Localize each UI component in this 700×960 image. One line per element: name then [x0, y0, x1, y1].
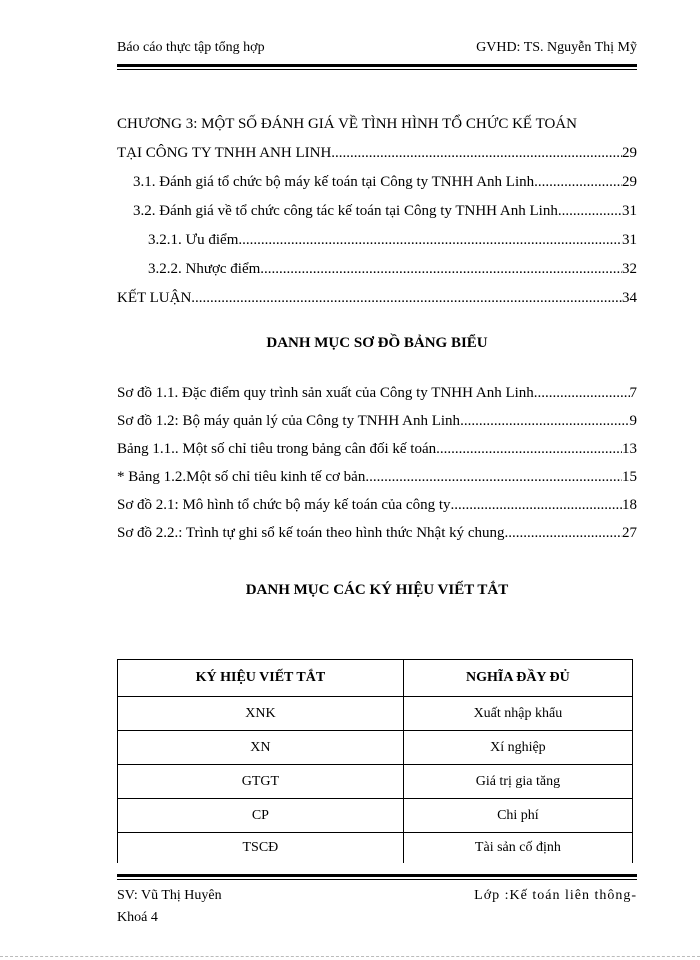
- abbr-cell: XN: [118, 731, 404, 765]
- figure-entry: [117, 525, 637, 553]
- figure-entry: [117, 469, 637, 497]
- toc-entry-label: 3.2.2. Nhược điểm: [148, 261, 261, 277]
- toc-page-number: 31: [622, 232, 637, 248]
- supervisor-name: GVHD: TS. Nguyễn Thị Mỹ: [476, 40, 637, 55]
- dot-leader: [534, 385, 630, 402]
- figure-label: Sơ đồ 2.2.: Trình tự ghi sổ kế toán theo hình thức Nhật ký chung: [117, 525, 505, 541]
- dot-leader: [505, 525, 622, 542]
- figure-label: * Bảng 1.2.Một số chỉ tiêu kinh tế cơ bản: [117, 469, 366, 485]
- class-year: Khoá 4: [117, 910, 158, 925]
- figure-entry: [117, 385, 637, 413]
- meaning-cell: Xí nghiệp: [403, 731, 632, 765]
- dot-leader: [365, 469, 622, 486]
- toc-entry: [117, 255, 637, 284]
- footer-rule-thick: [117, 874, 637, 877]
- abbr-cell: CP: [118, 799, 404, 833]
- toc-chapter-3-line2: [117, 139, 637, 168]
- student-name: SV: Vũ Thị Huyên: [117, 888, 222, 903]
- toc-entry: [117, 284, 637, 313]
- column-header-abbr: KÝ HIỆU VIẾT TẮT: [118, 660, 404, 697]
- figure-label: Sơ đồ 1.1. Đặc điểm quy trình sản xuất của Công ty TNHH Anh Linh: [117, 385, 534, 401]
- figure-page-number: 18: [622, 497, 637, 513]
- figure-page-number: 13: [622, 441, 637, 457]
- figure-label: Bảng 1.1.. Một số chỉ tiêu trong bảng cân đối kế toán: [117, 441, 437, 457]
- figure-entry: [117, 497, 637, 525]
- class-name: Lớp :Kế toán liên thông-: [474, 888, 637, 903]
- page-header: [117, 40, 637, 62]
- table-row: [118, 765, 633, 799]
- figure-page-number: 7: [629, 385, 637, 401]
- table-row: [118, 799, 633, 833]
- dot-leader: [534, 168, 622, 197]
- figure-entry: [117, 441, 637, 469]
- dot-leader: [558, 197, 622, 226]
- page-bottom-edge: [0, 956, 700, 957]
- meaning-cell: Chi phí: [403, 799, 632, 833]
- toc-entry-label: 3.1. Đánh giá tổ chức bộ máy kế toán tại Công ty TNHH Anh Linh: [133, 174, 535, 190]
- toc-entry: [117, 197, 637, 226]
- table-row: [118, 731, 633, 765]
- abbreviations-table: [117, 659, 633, 863]
- report-title: Báo cáo thực tập tổng hợp: [117, 40, 265, 55]
- figure-page-number: 15: [622, 469, 637, 485]
- meaning-cell: Xuất nhập khẩu: [403, 697, 632, 731]
- meaning-cell: Giá trị gia tăng: [403, 765, 632, 799]
- toc-page-number: 32: [622, 261, 637, 277]
- abbr-cell: GTGT: [118, 765, 404, 799]
- dot-leader: [260, 255, 622, 284]
- meaning-cell: Tài sản cố định: [403, 833, 632, 864]
- abbreviations-heading: DANH MỤC CÁC KÝ HIỆU VIẾT TẮT: [245, 582, 509, 598]
- toc-page-number: 29: [622, 174, 637, 190]
- toc-entry-label: 3.2. Đánh giá về tổ chức công tác kế toán tại Công ty TNHH Anh Linh: [133, 203, 558, 219]
- toc-entry-label: TẠI CÔNG TY TNHH ANH LINH.: [117, 145, 336, 161]
- dot-leader: [436, 441, 622, 458]
- dot-leader: [335, 139, 622, 168]
- table-header-row: [118, 660, 633, 697]
- figure-label: Sơ đồ 2.1: Mô hình tổ chức bộ máy kế toán của công ty: [117, 497, 451, 513]
- toc-entry: [117, 168, 637, 197]
- toc-page-number: 29: [622, 145, 637, 161]
- figure-entry: [117, 413, 637, 441]
- dot-leader: [238, 226, 622, 255]
- figure-page-number: 9: [629, 413, 637, 429]
- toc-page-number: 31: [622, 203, 637, 219]
- header-rule-thick: [117, 64, 637, 67]
- toc-entry-label: KẾT LUẬN: [117, 290, 192, 306]
- toc-page-number: 34: [622, 290, 637, 306]
- figure-label: Sơ đồ 1.2: Bộ máy quản lý của Công ty TNHH Anh Linh: [117, 413, 461, 429]
- table-of-contents: [117, 110, 637, 313]
- table-row: [118, 833, 633, 864]
- header-rule-thin: [117, 69, 637, 70]
- table-row: [118, 697, 633, 731]
- dot-leader: [460, 413, 629, 430]
- dot-leader: [191, 284, 622, 313]
- figures-heading: DANH MỤC SƠ ĐỒ BẢNG BIỂU: [266, 335, 488, 351]
- dot-leader: [451, 497, 622, 514]
- figure-page-number: 27: [622, 525, 637, 541]
- toc-entry-label: 3.2.1. Ưu điểm: [148, 232, 239, 248]
- abbr-cell: TSCĐ: [118, 833, 404, 864]
- column-header-meaning: NGHĨA ĐẦY ĐỦ: [403, 660, 632, 697]
- toc-entry: [117, 226, 637, 255]
- figures-list: [117, 385, 637, 553]
- footer-rule-thin: [117, 879, 637, 880]
- toc-chapter-3-line1: CHƯƠNG 3: MỘT SỐ ĐÁNH GIÁ VỀ TÌNH HÌNH TỔ CHỨC KẾ TOÁN: [117, 116, 577, 132]
- abbr-cell: XNK: [118, 697, 404, 731]
